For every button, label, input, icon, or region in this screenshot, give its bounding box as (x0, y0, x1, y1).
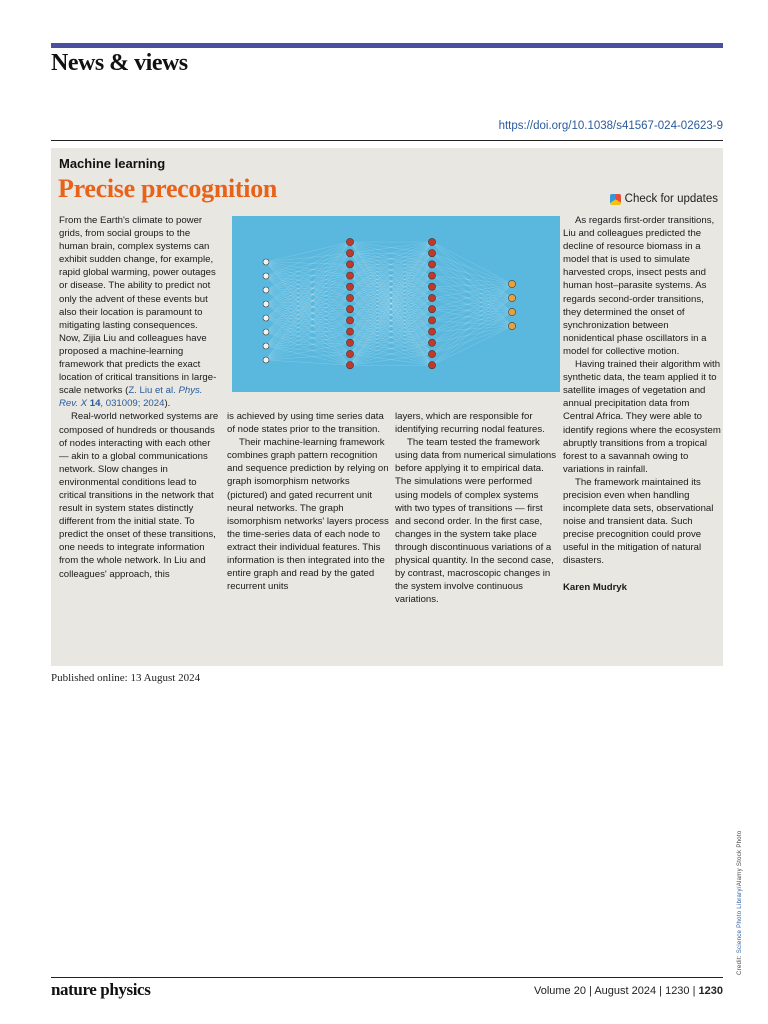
network-node (346, 238, 353, 245)
connection-line (432, 242, 512, 284)
header-divider (51, 140, 723, 141)
check-updates-label: Check for updates (624, 193, 718, 205)
check-updates-icon (610, 194, 621, 205)
article-kicker: Machine learning (59, 156, 166, 171)
connection-line (432, 326, 512, 354)
network-node (263, 343, 269, 349)
doi-link[interactable]: https://doi.org/10.1038/s41567-024-02623-9 (498, 120, 723, 132)
author-name: Karen Mudryk (563, 581, 627, 593)
network-node (428, 328, 435, 335)
paragraph: From the Earth's climate to power grids, from social groups to the human brain, complex systems can exhibit sudden change, for example, rapid global warming, power outages or disease. The ability to predict not only the advent of these events but also their location is paramount to mitigating lasting consequences. Now, Zijia Liu and colleagues have proposed a machine-learning framework that predicts the exact location of critical transitions in large-scale networks (Z. Liu et al. Phys. Rev. X 14, 031009; 2024). (59, 215, 217, 410)
connection-line (432, 284, 512, 287)
network-node (346, 362, 353, 369)
section-title: News & views (51, 50, 188, 76)
connection-line (432, 284, 512, 309)
reference-link[interactable]: Z. Liu et al. Phys. Rev. X 14, 031009; 2024 (59, 385, 203, 410)
network-node (263, 259, 269, 265)
network-node (346, 261, 353, 268)
network-node (346, 272, 353, 279)
published-date: Published online: 13 August 2024 (51, 672, 201, 684)
network-node (428, 317, 435, 324)
network-node (263, 329, 269, 335)
paragraph: The team tested the framework using data from numerical simulations before applying it to empirical data. The simulations were performed using models of complex systems with two types of transitions — first and second order. In the first case, changes in the system take place through discontinuous variations of a physical quantity. In the second case, by contrast, macroscopic changes in the system involve continuous variations. (395, 437, 557, 606)
network-node (428, 362, 435, 369)
connection-line (266, 253, 350, 290)
paragraph: The framework maintained its precision even when handling incomplete data sets, observational noise and transient data. Such precise precognition could prove useful in the mitigation of natural disasters. (563, 476, 714, 567)
connection-line (266, 360, 350, 365)
network-node (428, 272, 435, 279)
network-node (428, 283, 435, 290)
connection-line (266, 354, 350, 360)
connection-line (266, 309, 350, 332)
article-column-4 (563, 214, 721, 594)
network-node (508, 280, 515, 287)
paragraph: As regards first-order transitions, Liu and colleagues predicted the decline of resource biomass in a model that is used to simulate harvested crops, insect pests and human host–parasite systems. As regards second-order transitions, they determined the onset of synchronization between nonidentical phase oscillators in a model for collective motion. (563, 215, 715, 357)
connection-line (432, 312, 512, 365)
network-node (263, 315, 269, 321)
photo-credit: Credit: Science Photo Library/Alamy Stock Photo (737, 830, 743, 975)
paragraph: Having trained their algorithm with synthetic data, the team applied it to satellite images of vegetation and annual precipitation data from Central Africa. They were able to identify regions where the ecosystem abruptly transitions from a tropical forest to a savannah owing to variations in rainfall. (563, 359, 721, 475)
paragraph: is achieved by using time series data of node states prior to the transition. (227, 411, 384, 436)
paragraph: layers, which are responsible for identifying recurring nodal features. (395, 411, 545, 436)
connection-line (266, 242, 350, 332)
article-headline: Precise precognition (58, 174, 278, 203)
network-node (428, 294, 435, 301)
network-node (346, 328, 353, 335)
network-node (263, 273, 269, 279)
network-node (428, 261, 435, 268)
network-node (428, 306, 435, 313)
network-node (508, 308, 515, 315)
network-node (346, 306, 353, 313)
network-node (346, 283, 353, 290)
network-node (508, 294, 515, 301)
connection-line (432, 298, 512, 343)
neural-network-illustration (232, 216, 560, 392)
top-accent-bar (51, 43, 723, 48)
journal-name: nature physics (51, 980, 151, 999)
network-node (346, 339, 353, 346)
paragraph: Their machine-learning framework combines graph pattern recognition and sequence prediction by relying on graph isomorphism networks (pictured) and gated recurrent unit neural networks. The graph isomorphism networks' layers process the time-series data of each node to extract their individual features. This information is then integrated into the entire graph and read by the gated recurrent units (227, 437, 389, 593)
connection-line (432, 320, 512, 326)
network-node (263, 301, 269, 307)
network-node (428, 250, 435, 257)
network-node (263, 287, 269, 293)
network-node (428, 238, 435, 245)
paragraph: Real-world networked systems are composed of hundreds or thousands of nodes interacting with each other — akin to a global communications network. Slow changes in environmental conditions lead to critical transitions in the network that result in system states distinctly different from the initial state. To predict the onset of these transitions, one needs to integrate information from the whole network. In Liu and colleagues' approach, this (59, 411, 219, 580)
connection-line (432, 312, 512, 354)
connection-line (432, 312, 512, 343)
volume-info: Volume 20 | August 2024 | 1230 | 1230 (533, 985, 723, 997)
footer-divider (51, 977, 723, 978)
article-column-1 (59, 214, 221, 581)
network-node (428, 350, 435, 357)
network-node (346, 250, 353, 257)
network-node (346, 350, 353, 357)
check-updates-button[interactable] (610, 193, 718, 205)
network-node (346, 294, 353, 301)
connection-line (432, 253, 512, 284)
network-node (428, 339, 435, 346)
network-node (508, 322, 515, 329)
neural-network-figure (232, 216, 560, 392)
article-column-3 (395, 410, 557, 606)
network-node (263, 357, 269, 363)
article-column-2 (227, 410, 389, 593)
network-node (346, 317, 353, 324)
